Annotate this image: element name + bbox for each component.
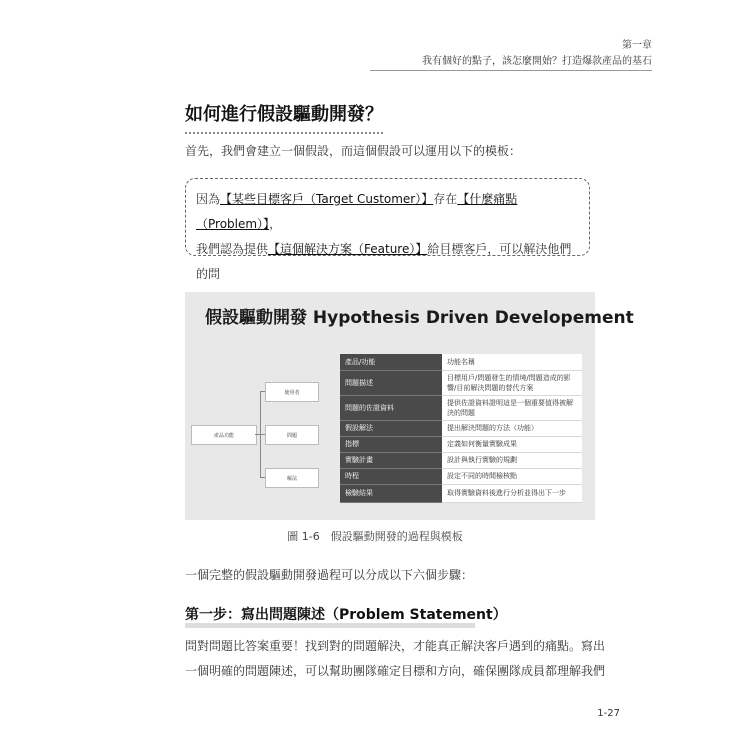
table-row: 檢驗結果 取得實驗資料後進行分析並得出下一步 [340, 484, 582, 502]
section-title: 如何進行假設驅動開發？ [185, 100, 383, 134]
figure-caption: 圖 1-6 假設驅動開發的過程與模板 [287, 530, 463, 543]
node-problem: 問題 [265, 425, 319, 445]
step-1-title: 第一步：寫出問題陳述（Problem Statement） [185, 607, 507, 623]
figure-title: 假設驅動開發 Hypothesis Driven Developement [205, 308, 634, 328]
body-paragraph [185, 634, 605, 684]
intro-paragraph: 首先，我們會建立一個假設，而這個假設可以運用以下的模板： [185, 144, 522, 158]
table-row: 問題的佐證資料 提供佐證資料證明這是一個重要值得被解決的問題 [340, 395, 582, 420]
body-line-2: 一個明確的問題陳述，可以幫助團隊確定目標和方向，確保團隊成員都理解我們 [185, 664, 606, 678]
body-line-1: 問對問題比答案重要！找到對的問題解決，才能真正解決客戶遇到的痛點。寫出 [185, 639, 606, 653]
node-solution: 解法 [265, 468, 319, 488]
steps-intro: 一個完整的假設驅動開發過程可以分成以下六個步驟： [185, 568, 474, 582]
node-product: 產品功能 [191, 425, 257, 445]
connector [260, 477, 265, 478]
header-divider [370, 70, 652, 71]
running-header [422, 38, 652, 70]
template-table [340, 354, 582, 503]
node-user: 使用者 [265, 382, 319, 402]
hypothesis-figure [185, 292, 634, 520]
page-number: 1-27 [597, 708, 620, 719]
connector [260, 434, 265, 435]
table-row: 實驗計畫 設計與執行實驗的規劃 [340, 452, 582, 468]
chapter-label: 第一章 [622, 40, 652, 51]
hypothesis-line-2: 我們認為提供【這個解決方案（Feature）】給目標客戶，可以解決他們的問 [196, 242, 572, 281]
table-row: 指標 定義如何衡量實驗成果 [340, 436, 582, 452]
table-row: 問題描述 目標用戶/問題發生的情境/問題造成的影響/目前解決問題的替代方案 [340, 370, 582, 395]
table-row: 假設解法 提出解決問題的方法（功能） [340, 420, 582, 436]
table-row: 產品/功能 功能名稱 [340, 354, 582, 370]
chapter-subtitle: 我有個好的點子，該怎麼開始？打造爆款產品的基石 [422, 56, 652, 67]
table-row: 時程 設定不同的時間檢核點 [340, 468, 582, 484]
connector [260, 391, 265, 392]
hypothesis-template-box [185, 178, 590, 281]
hypothesis-line-1: 因為【某些目標客戶（Target Customer）】存在【什麼痛點（Problem）】， [196, 192, 518, 231]
